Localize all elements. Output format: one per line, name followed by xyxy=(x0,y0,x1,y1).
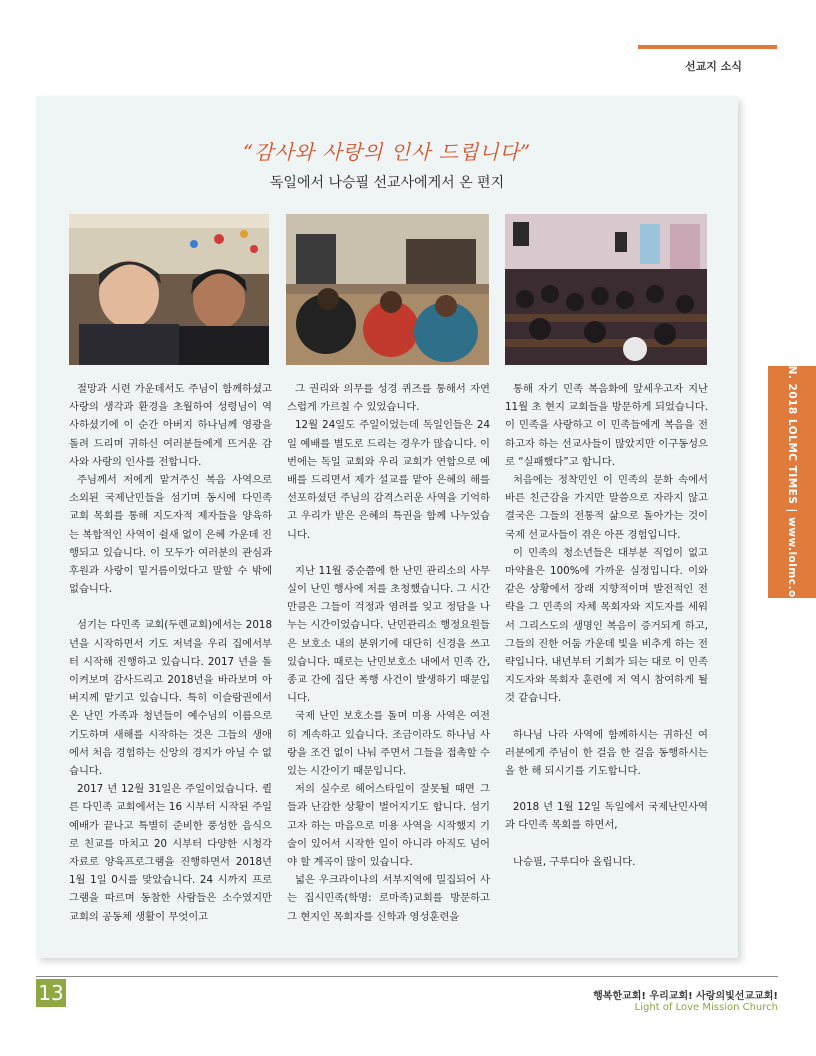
article-paragraph: 12월 24일도 주일이었는데 독일인들은 24일 예배를 별도로 드리는 경우가 많습니다. 이번에는 독일 교회와 우리 교회가 연합으로 예배를 드리면서 제가 설교를 맡아 은혜의 해를 선포하셨던 주님의 감격스러운 사역을 기억하고 우리가 받은 은혜의 특권을 함께 나누었습니다. xyxy=(287,419,490,541)
article-paragraph: 국제 난민 보호소를 돌며 미용 사역은 여전히 계속하고 있습니다. 조금이라도 하나님 사랑을 조건 없이 나눠 주면서 그들을 접촉할 수 있는 시간이기 때문입니다. xyxy=(287,710,490,778)
article-paragraph: 통해 자기 민족 복음화에 앞세우고자 지난 11월 초 현지 교회들을 방문하게 되었습니다. 이 민족을 사랑하고 이 민족들에게 복음을 전하고자 하는 선교사들이 많았지만 이구동성으로 “실패했다”고 합니다. xyxy=(505,383,708,468)
article-paragraph: 절망과 시련 가운데서도 주님이 함께하셨고 사랑의 생각과 환경을 초월하여 성령님이 역사하셨기에 이 순간 아버지 하나님께 영광을 돌려 드리며 귀하신 여러분들에게 뜨거운 감사와 사랑의 인사를 전합니다. xyxy=(69,383,272,468)
footer-church-name: Light of Love Mission Church xyxy=(634,1002,778,1013)
article-column-1 xyxy=(69,380,272,926)
article-paragraph: 그 권리와 의무를 성경 퀴즈를 통해서 자연스럽게 가르칠 수 있었습니다. xyxy=(287,383,490,414)
page-number: 13 xyxy=(36,979,66,1007)
article-column-2 xyxy=(287,380,490,926)
footer-slogan: 행복한교회! 우리교회! 사랑의빛선교교회! xyxy=(593,991,778,1002)
article-paragraph: 넓은 우크라이나의 서부지역에 밀집되어 사는 집시민족(학명: 로마족)교회를 방문하고 그 현지인 목회자를 신학과 영성훈련을 xyxy=(287,874,490,923)
photo-church-congregation xyxy=(505,214,707,365)
article-column-3 xyxy=(505,380,708,871)
article-paragraph: 저의 실수로 헤어스타일이 잘못될 때면 그들과 난감한 상황이 벌어지기도 합니다. 섬기고자 하는 마음으로 미용 사역을 시작했지 기술이 있어서 시작한 일이 아니라 아직도 넘어야 할 계곡이 많이 있습니다. xyxy=(287,783,490,869)
photo-men-portrait xyxy=(69,214,269,365)
article-paragraph: 이 민족의 청소년들은 대부분 직업이 없고 마약율은 100%에 가까운 실정입니다. 이와 같은 상황에서 장래 지향적이며 발전적인 전략을 그 민족의 자체 목회자와 지도자를 세워서 그리스도의 생명인 복음이 증거되게 하고, 그들의 진한 어둠 가운데 빛을 비추게 하는 전략입니다. 내년부터 기회가 되는 대로 이 민족 지도자와 목회자 훈련에 저 역시 참여하게 될 것 같습니다. xyxy=(505,546,708,705)
side-tab-text: JAN. 2018 LOLMC TIMES | www.lolmc.org xyxy=(786,352,798,612)
article-paragraph: 지난 11월 중순쯤에 한 난민 관리소의 사무실이 난민 행사에 저를 초청했습니다. 그 시간 만큼은 그들이 걱정과 염려를 잊고 정담을 나누는 시간이었습니다. 난민관리소 행정요원들은 보호소 내의 분위기에 대단히 신경을 쓰고 있습니다. 때로는 난민보호소 내에서 민족 간, 종교 간에 집단 폭행 사건이 발생하기 때문입니다. xyxy=(287,564,490,705)
article-paragraph: 하나님 나라 사역에 함께하시는 귀하신 여러분에게 주님이 한 걸음 한 걸음 동행하시는 올 한 해 되시기를 기도합니다. xyxy=(505,728,708,778)
footer-rule xyxy=(36,976,778,977)
photo-kneeling-prayer xyxy=(286,214,489,365)
article-subtitle: 독일에서 나승필 선교사에게서 온 편지 xyxy=(269,175,505,191)
article-paragraph: 처음에는 정착민인 이 민족의 문화 속에서 바른 친근감을 가지만 말씀으로 자라지 않고 결국은 그들의 전통적 삶으로 돌아가는 것이 국제 선교사들이 겪은 아픈 경험입니다. xyxy=(505,474,708,541)
article-paragraph: 주님께서 저에게 맡겨주신 복음 사역으로 소외된 국제난민들을 섬기며 동시에 다민족 교회 목회를 통해 지도자적 제자들을 양육하는 복합적인 사역이 쉴새 없이 은혜 가운데 진행되고 있습니다. 이 모두가 여러분의 관심과 후원과 사랑이 밑거름이었다고 말할 수 밖에 없습니다. xyxy=(69,474,272,596)
article-paragraph: 섬기는 다민족 교회(두렌교회)에서는 2018 년을 시작하면서 기도 저녁을 우리 집에서부터 시작해 진행하고 있습니다. 2017 년을 돌이켜보며 감사드리고 2018년을 바라보며 아버지께 맡기고 있습니다. 특히 이슬람권에서 온 난민 가족과 청년들이 예수님의 이름으로 기도하며 새해를 시작하는 것은 그들의 생애에서 처음 경험하는 신앙의 경지가 아닐 수 없습니다. xyxy=(69,619,272,778)
article-paragraph: 2018 년 1월 12일 독일에서 국제난민사역과 다민족 목회를 하면서, xyxy=(505,801,708,832)
article-title: “감사와 사랑의 인사 드립니다” xyxy=(242,140,532,164)
article-paragraph: 나승필, 구루디아 올립니다. xyxy=(513,855,636,868)
section-label: 선교지 소식 xyxy=(685,60,742,73)
header-accent-rule xyxy=(638,45,777,49)
article-paragraph: 2017 년 12월 31일은 주일이었습니다. 퀼른 다민족 교회에서는 16 시부터 시작된 주일 예배가 끝나고 특별히 준비한 풍성한 음식으로 친교를 마치고 20 시부터 다양한 시청각 자료로 양육프로그램을 진행하면서 2018년 1월 1일 0시를 맞았습니다. 24 시까지 프로그램을 따르며 동참한 사람들은 소수였지만 교회의 공동체 생활이 무엇이고 xyxy=(69,783,272,923)
